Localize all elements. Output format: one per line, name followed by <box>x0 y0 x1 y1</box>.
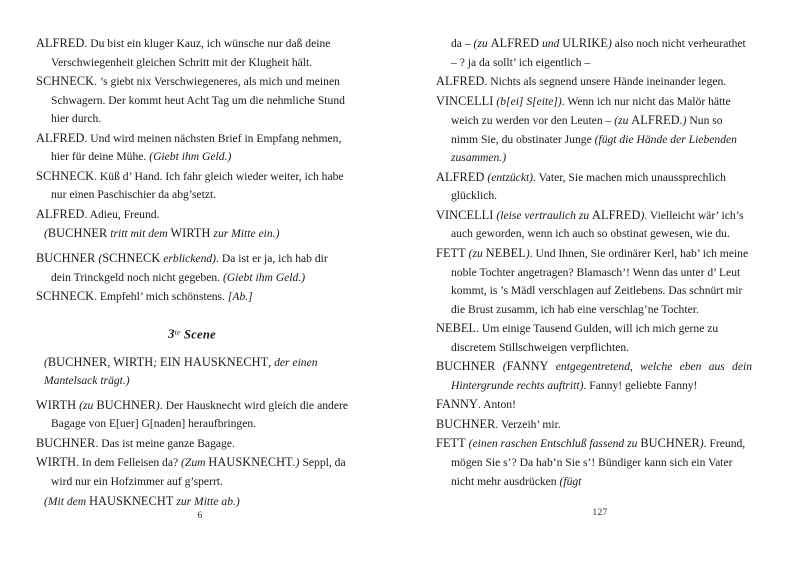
speaker-name: ALFRED <box>36 206 85 221</box>
speaker-name: BUCHNER <box>436 416 496 431</box>
speech-schneck <box>36 287 348 307</box>
character-name: HAUSKNECHT <box>89 493 174 508</box>
speaker-name: SCHNECK <box>36 289 95 304</box>
speaker-name: FETT <box>436 436 466 451</box>
character-name: BUCHNER <box>640 436 700 451</box>
speaker-name: FANNY <box>436 397 478 412</box>
right-page-textblock <box>436 34 752 491</box>
stage-direction-text: (fügt die Hände der Liebenden zusammen.) <box>451 132 737 165</box>
dialogue-text: . Adieu, Freund. <box>84 207 160 221</box>
speech-wirth <box>36 396 348 434</box>
character-name: ULRIKE <box>562 36 608 50</box>
stage-direction-text: (zu <box>614 114 632 128</box>
stage-direction-text: (zu <box>473 37 491 50</box>
vertical-spacer <box>36 307 348 324</box>
character-name: ALFRED <box>592 207 641 222</box>
speaker-name: ALFRED <box>36 36 85 50</box>
speech-fett <box>436 434 752 491</box>
speaker-name: WIRTH <box>36 397 77 412</box>
stage-direction-text: tritt mit dem <box>107 227 171 241</box>
character-name: ALFRED <box>490 36 540 50</box>
page-right <box>400 0 800 566</box>
dialogue-text: . Der Hausknecht wird gleich die andere Bagage von E[uer] G[naden] heraufbringen. <box>51 398 348 431</box>
stage-direction <box>36 492 348 512</box>
speaker-name: ALFRED <box>436 169 485 184</box>
dialogue-text: . Empfehl’ mich schönstens. <box>94 290 228 304</box>
stage-direction-text: (b[ei] S[eite]) <box>493 94 562 108</box>
speech-fett <box>436 244 752 319</box>
dialogue-text: . Das ist meine ganze Bagage. <box>95 436 235 450</box>
speaker-name: BUCHNER <box>436 359 496 374</box>
stage-direction-text: .) <box>292 456 300 470</box>
dialogue-text: also noch nicht verheurathet – ? ja da sollt’ ich eigentlich – <box>451 37 746 69</box>
dialogue-text: . Anton! <box>477 398 516 412</box>
dialogue-text: . In dem Felleisen da? <box>76 456 182 470</box>
speech-continuation <box>436 34 752 72</box>
character-name: SCHNECK <box>102 251 161 266</box>
dialogue-text: . ’s giebt nix Verschwiegeneres, als mich und meinen Schwagern. Der kommt heut Acht Tag um die nehmliche Stund hier durch. <box>51 75 345 126</box>
stage-direction-text: [Ab.] <box>227 290 253 304</box>
stage-direction-text: erblickend) <box>160 252 217 266</box>
dialogue-text: . Wenn ich nur nicht das Malör hätte weich zu werden vor den Leuten – <box>451 94 731 128</box>
speaker-name: VINCELLI <box>436 207 494 222</box>
stage-direction-text: ) <box>607 37 612 50</box>
dialogue-text: . Nichts als segnend unsere Hände ineinander legen. <box>484 75 727 89</box>
page-number-right: 127 <box>592 507 608 518</box>
speaker-name: WIRTH <box>36 455 77 470</box>
speech-buchner <box>436 357 752 395</box>
speaker-name: ALFRED <box>436 74 485 89</box>
character-name: WIRTH <box>170 226 211 241</box>
speaker-name: VINCELLI <box>436 93 494 108</box>
dialogue-text: . Und Ihnen, Sie ordinärer Kerl, hab’ ich meine noble Tochter angetragen? Blamasch’! Wenn das unter d’ Leut kommt, is ’s Mädl verschlagen auf Zeitlebens. Das schnürt mir die Brust zusamm, ich hab eine verschlag’ne Tochter. <box>451 247 749 316</box>
speaker-name: NEBEL <box>436 321 477 336</box>
stage-direction-text: , <box>107 355 114 369</box>
character-name: BUCHNER <box>47 354 108 369</box>
stage-direction-text: .) <box>679 114 687 128</box>
speech-vincelli <box>436 206 752 244</box>
stage-direction-text: (fügt <box>559 474 582 488</box>
speech-alfred <box>36 205 348 225</box>
stage-direction-text: (Giebt ihm Geld.) <box>222 270 306 284</box>
stage-direction-text: (einen raschen Entschluß fassend zu <box>465 437 641 451</box>
dialogue-text: . Fanny! geliebte Fanny! <box>583 378 698 392</box>
stage-direction-text: zur Mitte ab.) <box>173 494 240 508</box>
speech-buchner <box>36 434 348 454</box>
dialogue-text: . Verzeih’ mir. <box>495 417 561 431</box>
stage-direction-text: (Giebt ihm Geld.) <box>149 150 232 164</box>
dialogue-text: . Vielleicht wär’ ich’s auch geworden, wenn ich auch so obstinat gewesen, wie du. <box>451 208 744 241</box>
speaker-name: SCHNECK <box>36 74 95 89</box>
speech-alfred <box>36 129 348 167</box>
dialogue-text: . Vater, Sie machen mich unaussprechlich glücklich. <box>451 170 726 203</box>
speech-schneck <box>36 72 348 129</box>
dialogue-text: . Du bist ein kluger Kauz, ich wünsche nur daß deine Verschwiegenheit gleichen Schritt mit der Klugheit hält. <box>51 37 331 69</box>
speech-schneck <box>36 167 348 205</box>
stage-direction-text: ( <box>44 227 48 241</box>
speaker-name: FETT <box>436 246 466 261</box>
speech-vincelli <box>436 92 752 168</box>
stage-direction-text: (zu <box>465 247 486 261</box>
dialogue-text: . Küß d’ Hand. Ich fahr gleich wieder weiter, ich habe nur einen Paschischier da abg’setzt. <box>51 169 344 202</box>
stage-direction-text: ) <box>525 247 530 261</box>
character-name: FANNY <box>506 359 549 374</box>
dialogue-text: . Und wird meinen nächsten Brief in Empfang nehmen, hier für deine Mühe. <box>51 131 342 164</box>
vertical-spacer <box>36 344 348 353</box>
stage-direction-text: ( <box>95 252 103 266</box>
speech-alfred <box>36 34 348 72</box>
character-name: EIN HAUSKNECHT <box>159 354 269 369</box>
stage-direction-text: (entzückt) <box>484 170 534 184</box>
dialogue-text: . Um einige Tausend Gulden, will ich mich gerne zu discretem Stillschweigen verpflichten. <box>451 322 719 354</box>
stage-direction-text: (Mit dem <box>44 494 90 508</box>
speech-buchner <box>36 249 348 287</box>
speaker-name: SCHNECK <box>36 168 95 183</box>
stage-direction-text: zur Mitte ein.) <box>210 227 280 241</box>
scene-label: Scene <box>180 327 216 342</box>
dialogue-text: da – <box>451 37 474 50</box>
stage-direction-text: , der einen Mantelsack trägt.) <box>44 355 318 388</box>
stage-direction-text: ( <box>44 355 48 369</box>
dialogue-text: Nun so nimm Sie, du obstinater Junge <box>451 114 723 146</box>
speech-alfred <box>436 168 752 206</box>
stage-direction <box>36 224 348 244</box>
stage-direction-text: ) <box>640 208 645 222</box>
stage-direction-text: ) <box>155 398 160 412</box>
stage-direction-text: ; <box>153 355 160 369</box>
stage-direction-text: entgegentretend, welche eben aus dein Hintergrunde rechts auftritt) <box>451 360 752 392</box>
scene-number-suffix: te <box>174 327 181 337</box>
dialogue-text: Seppl, da wird nur ein Hofzimmer auf g’sperrt. <box>51 456 346 488</box>
speech-buchner <box>436 415 752 435</box>
stage-direction-text: (Zum <box>181 456 209 470</box>
speech-fanny <box>436 395 752 415</box>
character-name: HAUSKNECHT <box>208 455 293 470</box>
scene-number: $3^{te}$ <box>168 327 181 342</box>
stage-direction-text: (zu <box>76 398 97 412</box>
speaker-name: BUCHNER <box>36 251 96 266</box>
stage-direction-text: ( <box>495 360 507 374</box>
left-page-textblock <box>36 34 348 516</box>
scene-heading <box>36 324 348 344</box>
dialogue-text: . Freund, mögen Sie s’? Da hab’n Sie s’! Bündiger kann sich ein Vater nicht mehr ausdrücken <box>451 437 746 488</box>
character-name: NEBEL <box>485 246 526 261</box>
character-name: BUCHNER <box>47 226 108 241</box>
page-number-left: 6 <box>197 510 203 521</box>
character-name: BUCHNER <box>96 397 156 412</box>
speaker-name: BUCHNER <box>36 435 96 450</box>
stage-direction-text: ) <box>699 437 704 451</box>
dialogue-text: . Da ist er ja, ich hab dir dein Trinckgeld noch nicht gegeben. <box>51 252 328 284</box>
speaker-name: ALFRED <box>36 130 85 145</box>
character-name: WIRTH <box>113 354 154 369</box>
stage-direction <box>36 353 348 391</box>
speech-wirth <box>36 453 348 491</box>
speech-nebel <box>436 319 752 357</box>
stage-direction-text: (leise vertraulich zu <box>493 208 593 222</box>
speech-alfred <box>436 72 752 92</box>
stage-direction-text: und <box>539 37 563 50</box>
character-name: ALFRED <box>631 113 680 128</box>
